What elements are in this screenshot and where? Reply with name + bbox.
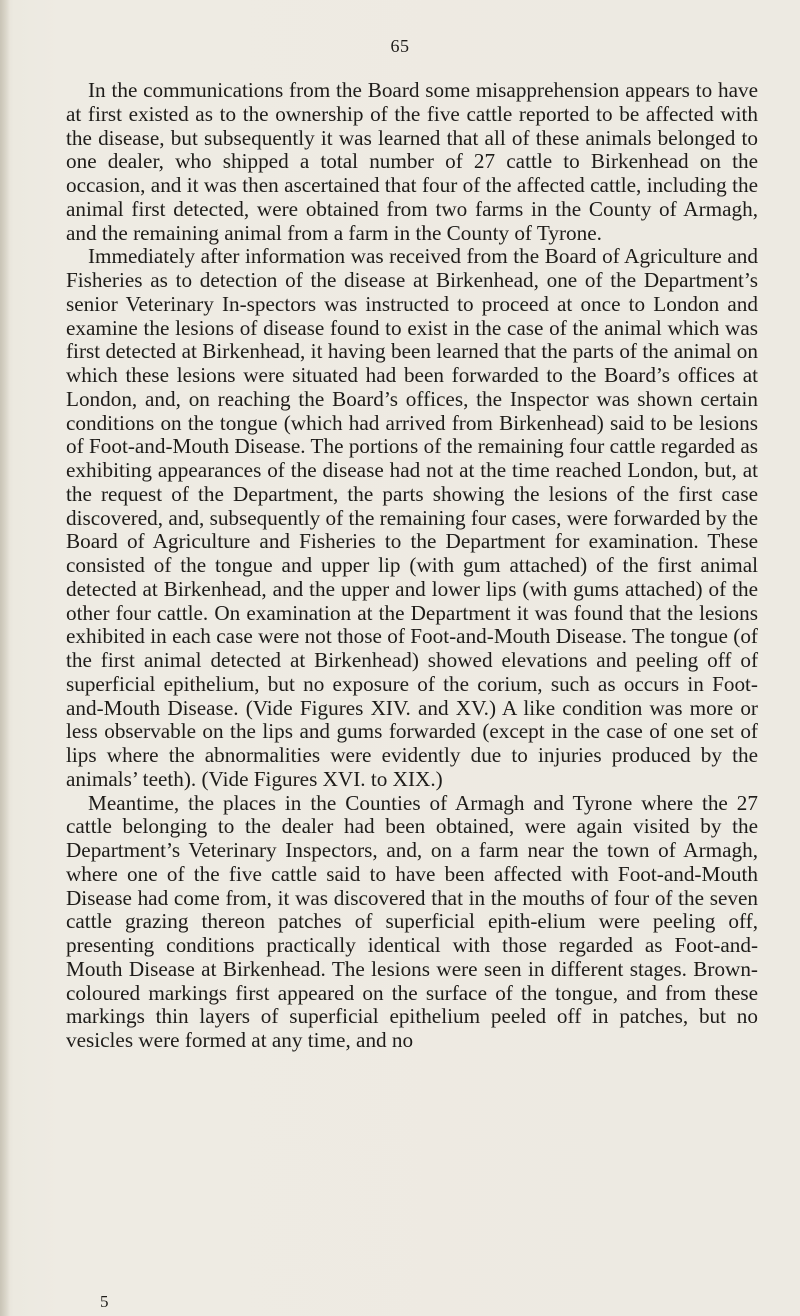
paragraph-ownership: In the communications from the Board some misapprehension appears to have at first existed as to the ownership of the five cattle reported to be affected with the disease, but subsequently it was learned that all of these animals belonged to one dealer, who shipped a total number of 27 cattle to Birkenhead on the occasion, and it was then ascertained that four of the affected cattle, including the animal first detected, were obtained from two farms in the County of Armagh, and the remaining animal from a farm in the County of Tyrone. [66, 78, 758, 245]
signature-mark: 5 [100, 1292, 109, 1311]
binding-shadow [0, 0, 10, 1316]
page-number: 65 [390, 36, 410, 56]
paragraph-farm-visit: Meantime, the places in the Counties of Armagh and Tyrone where the 27 cattle belonging to the dealer had been obtained, were again visited by the Department’s Veterinary Inspectors, and, on a farm near the town of Armagh, where one of the five cattle said to have been affected with Foot-and-Mouth Disease had come from, it was discovered that in the mouths of four of the seven cattle grazing thereon patches of superficial epith-elium were peeling off, presenting conditions practically identical with those regarded as Foot-and-Mouth Disease at Birkenhead. The lesions were seen in different stages. Brown-coloured markings first appeared on the surface of the tongue, and from these markings thin layers of superficial epithelium peeled off in patches, but no vesicles were formed at any time, and no [66, 790, 758, 1052]
body-text [66, 79, 758, 1053]
paragraph-inspection: Immediately after information was received from the Board of Agriculture and Fisheries as to detection of the disease at Birkenhead, one of the Department’s senior Veterinary In-spectors was instructed to proceed at once to London and examine the lesions of disease found to exist in the case of the animal which was first detected at Birkenhead, it having been learned that the parts of the animal on which these lesions were situated had been forwarded to the Board’s offices at London, and, on reaching the Board’s offices, the Inspector was shown certain conditions on the tongue (which had arrived from Birkenhead) said to be lesions of Foot-and-Mouth Disease. The portions of the remaining four cattle regarded as exhibiting appearances of the disease had not at the time reached London, but, at the request of the Department, the parts showing the lesions of the first case discovered, and, subsequently of the remaining four cases, were forwarded by the Board of Agriculture and Fisheries to the Department for examination. These consisted of the tongue and upper lip (with gum attached) of the first animal detected at Birkenhead, and the upper and lower lips (with gums attached) of the other four cattle. On examination at the Department it was found that the lesions exhibited in each case were not those of Foot-and-Mouth Disease. The tongue (of the first animal detected at Birkenhead) showed elevations and peeling off of superficial epithelium, but no exposure of the corium, such as occurs in Foot-and-Mouth Disease. (Vide Figures XIV. and XV.) A like condition was more or less observable on the lips and gums forwarded (except in the case of one set of lips where the abnormalities were evidently due to injuries produced by the animals’ teeth). (Vide Figures XVI. to XIX.) [66, 244, 758, 791]
